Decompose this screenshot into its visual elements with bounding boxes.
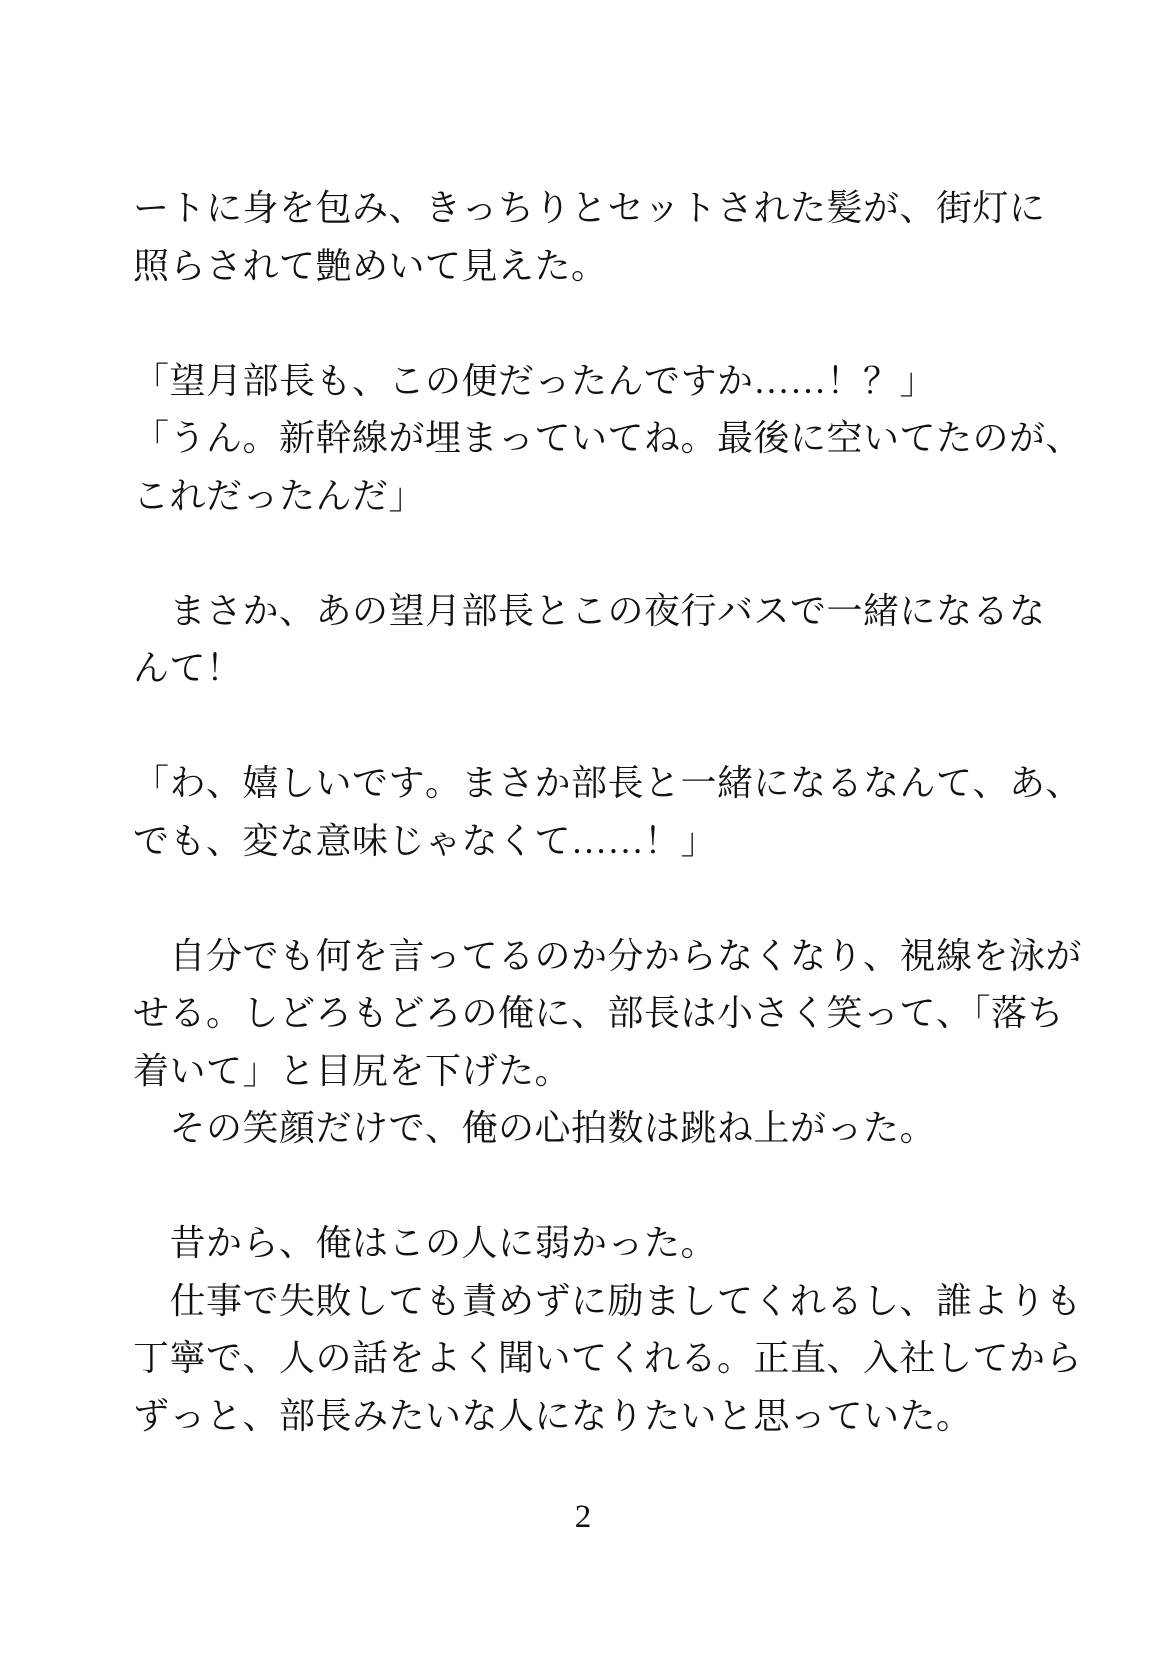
blank-line — [133, 698, 1113, 756]
text-line: んて！ — [133, 648, 243, 688]
text-line: これだったんだ」 — [133, 475, 426, 516]
text-line: まさか、あの望月部長とこの夜行バスで一緒になるな — [133, 590, 1046, 631]
blank-line — [133, 295, 1113, 353]
blank-line — [133, 870, 1113, 928]
text-line: 着いて」と目尻を下げた。 — [133, 1050, 572, 1091]
text-line: でも、変な意味じゃなくて……！」 — [133, 820, 718, 861]
text-line: ずっと、部長みたいな人になりたいと思っていた。 — [133, 1395, 973, 1436]
text-line: 丁寧で、人の話をよく聞いてくれる。正直、入社してから — [133, 1338, 1083, 1378]
text-line: せる。しどろもどろの俺に、部長は小さく笑って、「落ち — [133, 993, 1065, 1033]
text-line: 「わ、嬉しいです。まさか部長と一緒になるなんて、あ、 — [133, 763, 1083, 803]
text-line: 「うん。新幹線が埋まっていてね。最後に空いてたのが、 — [133, 418, 1083, 458]
page-number: 2 — [574, 1499, 592, 1535]
blank-line — [133, 1158, 1113, 1216]
blank-line — [133, 525, 1113, 583]
text-line: 自分でも何を言ってるのか分からなくなり、視線を泳が — [133, 935, 1083, 976]
text-line: その笑顔だけで、俺の心拍数は跳ね上がった。 — [133, 1108, 937, 1148]
body-text — [133, 180, 1113, 1445]
text-line: 昔から、俺はこの人に弱かった。 — [133, 1223, 718, 1263]
text-line: ートに身を包み、きっちりとセットされた髪が、街灯に — [133, 188, 1046, 228]
text-line: 「望月部長も、この便だったんですか……！？」 — [133, 360, 937, 401]
text-line: 仕事で失敗しても責めずに励ましてくれるし、誰よりも — [133, 1280, 1083, 1321]
text-line: 照らされて艶めいて見えた。 — [133, 245, 608, 286]
